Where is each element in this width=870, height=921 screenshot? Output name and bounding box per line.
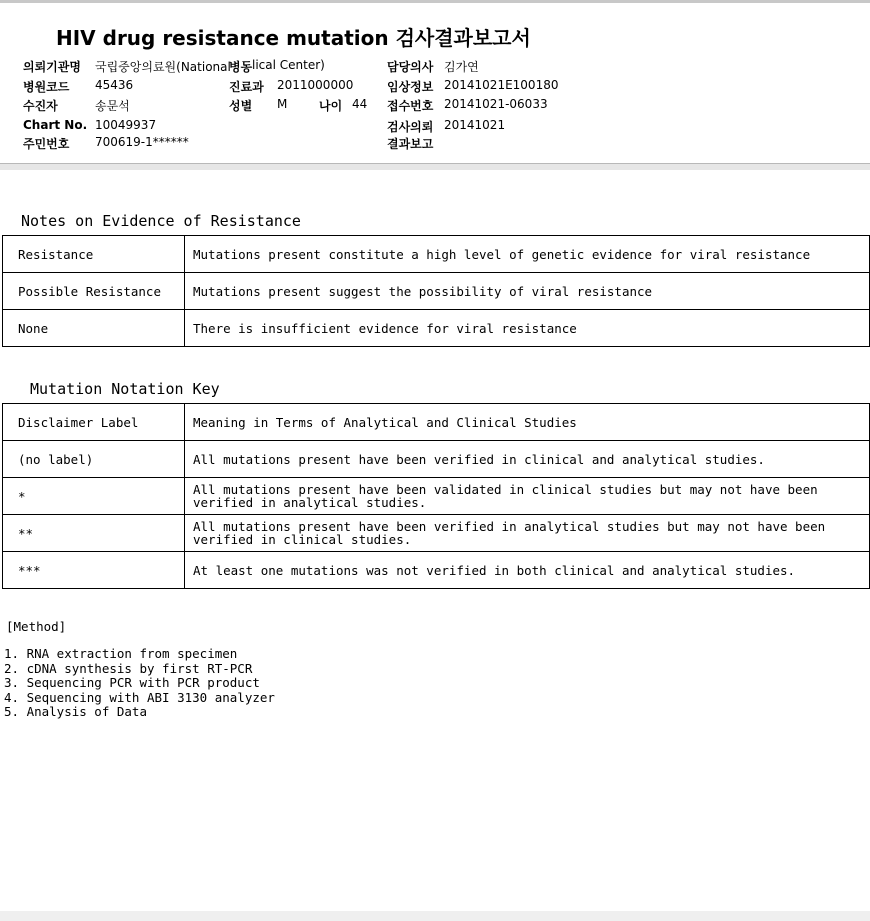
clinical-info-value: 20141021E100180 — [444, 78, 559, 92]
table-row — [3, 515, 870, 552]
age-value: 44 — [352, 97, 368, 111]
hospital-code-value: 45436 — [95, 78, 134, 92]
method-step: 2. cDNA synthesis by first RT-PCR — [4, 661, 253, 676]
notes-table — [2, 235, 870, 347]
sex-value: M — [277, 97, 288, 111]
table-row — [3, 310, 870, 347]
method-step: 3. Sequencing PCR with PCR product — [4, 675, 260, 690]
rrn-label: 주민번호 — [23, 137, 70, 151]
key-label-cell: *** — [3, 552, 185, 589]
result-report-label: 결과보고 — [387, 137, 434, 151]
key-label-cell: Disclaimer Label — [3, 404, 185, 441]
test-request-value: 20141021 — [444, 118, 506, 132]
key-text-cell: All mutations present have been verified in analytical studies but may not have been verified in clinical studies. — [185, 515, 870, 552]
key-label-cell: ** — [3, 515, 185, 552]
notes-heading: Notes on Evidence of Resistance — [21, 212, 301, 230]
ward-label: 병동 — [229, 60, 253, 74]
examinee-value: 송문석 — [95, 99, 130, 113]
clinical-info-label: 임상정보 — [387, 80, 434, 94]
report-title: HIV drug resistance mutation 검사결과보고서 — [56, 26, 531, 50]
method-heading: [Method] — [6, 619, 67, 634]
hospital-code-label: 병원코드 — [23, 80, 70, 94]
notes-label-cell: Possible Resistance — [3, 273, 185, 310]
top-border — [0, 0, 870, 3]
receipt-no-value: 20141021-06033 — [444, 97, 548, 111]
test-request-label: 검사의뢰 — [387, 120, 434, 134]
key-text-cell: All mutations present have been validated in clinical studies but may not have been verified in analytical studies. — [185, 478, 870, 515]
table-row — [3, 441, 870, 478]
key-text-cell: All mutations present have been verified in clinical and analytical studies. — [185, 441, 870, 478]
notes-text-cell: Mutations present suggest the possibility of viral resistance — [185, 273, 870, 310]
bottom-border — [0, 911, 870, 921]
department-value: 2011000000 — [277, 78, 354, 92]
header-divider — [0, 163, 870, 170]
ward-value: lical Center) — [252, 58, 325, 72]
department-label: 진료과 — [229, 80, 264, 94]
table-row — [3, 552, 870, 589]
doctor-label: 담당의사 — [387, 60, 434, 74]
method-step: 1. RNA extraction from specimen — [4, 646, 238, 661]
notes-label-cell: Resistance — [3, 236, 185, 273]
key-text-cell: At least one mutations was not verified in both clinical and analytical studies. — [185, 552, 870, 589]
receipt-no-label: 접수번호 — [387, 99, 434, 113]
table-row — [3, 236, 870, 273]
method-step: 4. Sequencing with ABI 3130 analyzer — [4, 690, 275, 705]
chart-no-label: Chart No. — [23, 118, 88, 132]
notes-text-cell: There is insufficient evidence for viral resistance — [185, 310, 870, 347]
age-label: 나이 — [319, 99, 343, 113]
chart-no-value: 10049937 — [95, 118, 157, 132]
method-step: 5. Analysis of Data — [4, 704, 147, 719]
notes-label-cell: None — [3, 310, 185, 347]
key-table — [2, 403, 870, 589]
rrn-value: 700619-1****** — [95, 135, 189, 149]
requester-label: 의뢰기관명 — [23, 60, 81, 74]
table-row — [3, 478, 870, 515]
key-label-cell: (no label) — [3, 441, 185, 478]
table-row — [3, 404, 870, 441]
requester-value: 국립중앙의료원(National — [95, 60, 231, 74]
key-text-cell: Meaning in Terms of Analytical and Clinical Studies — [185, 404, 870, 441]
sex-label: 성별 — [229, 99, 253, 113]
doctor-value: 김가연 — [444, 60, 479, 74]
examinee-label: 수진자 — [23, 99, 58, 113]
table-row — [3, 273, 870, 310]
key-label-cell: * — [3, 478, 185, 515]
key-heading: Mutation Notation Key — [30, 380, 220, 398]
notes-text-cell: Mutations present constitute a high level of genetic evidence for viral resistance — [185, 236, 870, 273]
